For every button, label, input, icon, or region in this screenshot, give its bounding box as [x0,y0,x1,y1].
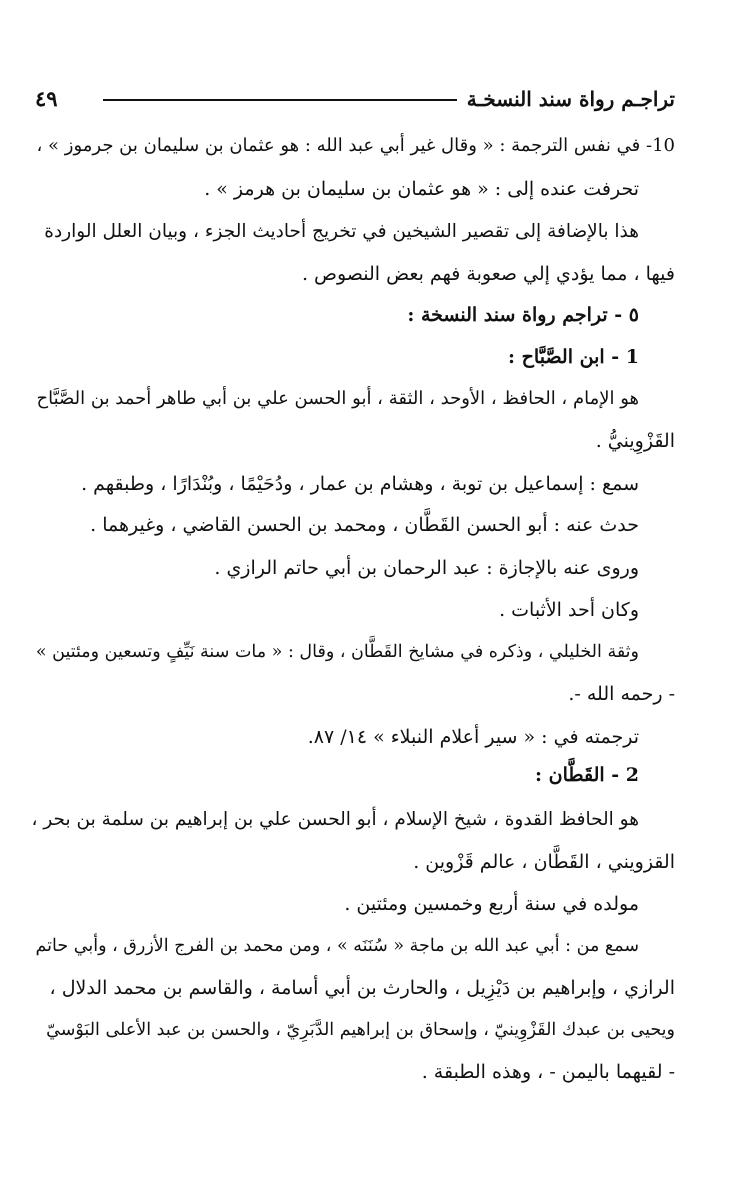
text-line: تحرفت عنده إلى : « هو عثمان بن سليمان بن هرمز » . [204,178,639,200]
text-line: - لقيهما باليمن - ، وهذه الطبقة . [421,1061,675,1083]
subsection-heading: 2 - القَطَّان : [535,764,639,786]
text-line: مولده في سنة أربع وخمسين ومئتين . [344,893,639,915]
text-line: وثقة الخليلي ، وذكره في مشايخ القَطَّان ، وقال : « مات سنة نَيِّفٍ وتسعين ومئتين » [35,642,639,662]
text-line: الرازي ، وإبراهيم بن دَيْزِيل ، والحارث بن أبي أسامة ، والقاسم بن محمد الدلال ، [49,977,675,999]
text-line: 10- في نفس الترجمة : « وقال غير أبي عبد الله : هو عثمان بن سليمان بن جرموز » ، [36,135,675,156]
running-header [35,84,675,114]
section-heading: ٥ - تراجم رواة سند النسخة : [407,304,639,326]
text-line: وروى عنه بالإجازة : عبد الرحمان بن أبي حاتم الرازي . [214,557,639,579]
text-line: هذا بالإضافة إلى تقصير الشيخين في تخريج أحاديث الجزء ، وبيان العلل الواردة [44,221,639,242]
text-line: وكان أحد الأثبات . [499,599,639,621]
text-line: ويحيى بن عبدك القَزْوِينيّ ، وإسحاق بن إبراهيم الدَّبَرِيّ ، والحسن بن عبد الأعلى البَوْسيّ [46,1020,675,1040]
text-line: القَزْوِينيُّ . [595,430,675,452]
text-line: هو الإمام ، الحافظ ، الأوحد ، الثقة ، أبو الحسن علي بن أبي طاهر أحمد بن الصَّبَّاح [36,388,639,409]
running-title: تراجـم رواة سند النسخـة [466,87,675,111]
text-line: سمع من : أبي عبد الله بن ماجة « سُنَنَه » ، ومن محمد بن الفرج الأزرق ، وأبي حاتم [35,936,639,956]
subsection-heading: 1 - ابن الصَّبَّاح : [508,346,639,368]
page-number: ٤٩ [35,86,58,111]
text-line: ترجمته في : « سير أعلام النبلاء » ١٤/ ٨٧. [307,726,639,748]
text-line: القزويني ، القَطَّان ، عالم قَزْوين . [413,851,675,873]
text-line: فيها ، مما يؤدي إلي صعوبة فهم بعض النصوص . [301,263,675,285]
text-line: سمع : إسماعيل بن توبة ، وهشام بن عمار ، ودُحَيْمًا ، وبُنْدَارًا ، وطبقهم . [81,473,639,495]
text-line: - رحمه الله -. [568,683,675,705]
text-line: هو الحافظ القدوة ، شيخ الإسلام ، أبو الحسن علي بن إبراهيم بن سلمة بن بحر ، [31,809,639,830]
text-line: حدث عنه : أبو الحسن القَطَّان ، ومحمد بن الحسن القاضي ، وغيرهما . [90,514,639,536]
header-rule [103,99,457,101]
